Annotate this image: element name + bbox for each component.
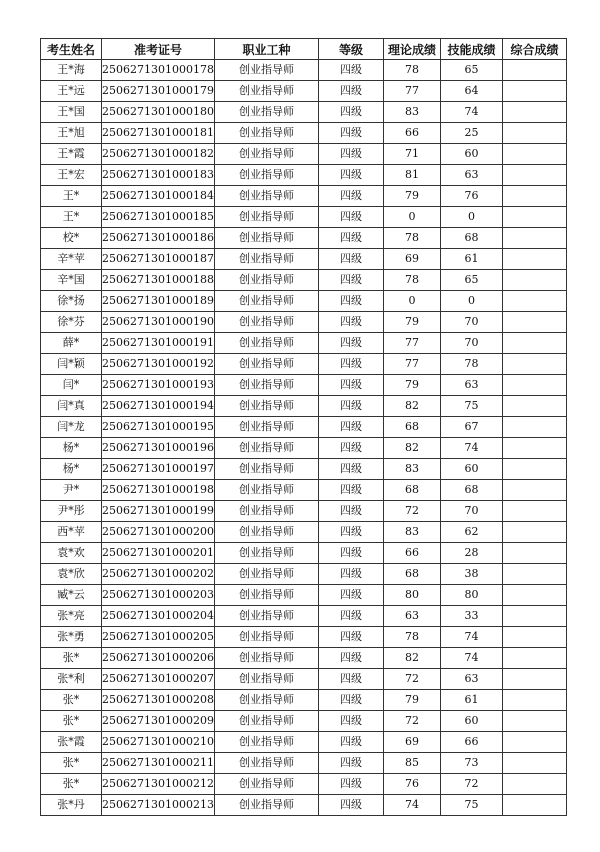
cell-name: 杨* — [41, 459, 102, 480]
cell-skill-score: 62 — [441, 522, 503, 543]
cell-occupation: 创业指导师 — [215, 564, 319, 585]
table-row — [41, 165, 567, 186]
cell-exam-id: 2506271301000187 — [102, 249, 215, 270]
cell-exam-id: 2506271301000212 — [102, 774, 215, 795]
table-row — [41, 333, 567, 354]
cell-theory-score: 77 — [384, 354, 441, 375]
cell-level: 四级 — [319, 732, 384, 753]
cell-exam-id: 2506271301000200 — [102, 522, 215, 543]
cell-theory-score: 66 — [384, 123, 441, 144]
cell-exam-id: 2506271301000203 — [102, 585, 215, 606]
cell-exam-id: 2506271301000209 — [102, 711, 215, 732]
cell-skill-score: 61 — [441, 249, 503, 270]
cell-exam-id: 2506271301000195 — [102, 417, 215, 438]
table-row — [41, 270, 567, 291]
cell-name: 王* — [41, 207, 102, 228]
cell-skill-score: 76 — [441, 186, 503, 207]
cell-level: 四级 — [319, 354, 384, 375]
cell-theory-score: 0 — [384, 291, 441, 312]
cell-skill-score: 68 — [441, 228, 503, 249]
cell-occupation: 创业指导师 — [215, 711, 319, 732]
cell-total-score — [503, 228, 567, 249]
cell-total-score — [503, 669, 567, 690]
cell-exam-id: 2506271301000189 — [102, 291, 215, 312]
cell-occupation: 创业指导师 — [215, 123, 319, 144]
cell-occupation: 创业指导师 — [215, 690, 319, 711]
cell-skill-score: 25 — [441, 123, 503, 144]
cell-total-score — [503, 333, 567, 354]
cell-exam-id: 2506271301000197 — [102, 459, 215, 480]
cell-theory-score: 77 — [384, 333, 441, 354]
cell-occupation: 创业指导师 — [215, 396, 319, 417]
table-row — [41, 795, 567, 816]
cell-name: 张*亮 — [41, 606, 102, 627]
cell-occupation: 创业指导师 — [215, 165, 319, 186]
cell-name: 徐*扬 — [41, 291, 102, 312]
cell-total-score — [503, 81, 567, 102]
cell-occupation: 创业指导师 — [215, 543, 319, 564]
cell-occupation: 创业指导师 — [215, 102, 319, 123]
cell-total-score — [503, 102, 567, 123]
cell-theory-score: 69 — [384, 249, 441, 270]
cell-total-score — [503, 291, 567, 312]
cell-total-score — [503, 354, 567, 375]
table-row — [41, 417, 567, 438]
score-table — [40, 38, 567, 816]
table-row — [41, 312, 567, 333]
table-row — [41, 60, 567, 81]
cell-exam-id: 2506271301000180 — [102, 102, 215, 123]
cell-total-score — [503, 123, 567, 144]
table-row — [41, 459, 567, 480]
cell-exam-id: 2506271301000181 — [102, 123, 215, 144]
cell-exam-id: 2506271301000183 — [102, 165, 215, 186]
cell-name: 王*远 — [41, 81, 102, 102]
table-row — [41, 102, 567, 123]
cell-skill-score: 65 — [441, 60, 503, 81]
cell-total-score — [503, 606, 567, 627]
cell-level: 四级 — [319, 627, 384, 648]
cell-occupation: 创业指导师 — [215, 291, 319, 312]
cell-level: 四级 — [319, 480, 384, 501]
table-row — [41, 585, 567, 606]
cell-exam-id: 2506271301000196 — [102, 438, 215, 459]
cell-theory-score: 72 — [384, 501, 441, 522]
cell-name: 辛*国 — [41, 270, 102, 291]
cell-name: 张* — [41, 690, 102, 711]
cell-theory-score: 85 — [384, 753, 441, 774]
cell-exam-id: 2506271301000204 — [102, 606, 215, 627]
cell-skill-score: 60 — [441, 144, 503, 165]
cell-name: 袁*欣 — [41, 564, 102, 585]
cell-exam-id: 2506271301000194 — [102, 396, 215, 417]
cell-name: 校* — [41, 228, 102, 249]
cell-theory-score: 82 — [384, 438, 441, 459]
cell-theory-score: 83 — [384, 522, 441, 543]
cell-exam-id: 2506271301000179 — [102, 81, 215, 102]
cell-level: 四级 — [319, 60, 384, 81]
table-row — [41, 123, 567, 144]
cell-skill-score: 33 — [441, 606, 503, 627]
cell-exam-id: 2506271301000210 — [102, 732, 215, 753]
cell-exam-id: 2506271301000201 — [102, 543, 215, 564]
cell-theory-score: 69 — [384, 732, 441, 753]
table-row — [41, 753, 567, 774]
cell-level: 四级 — [319, 144, 384, 165]
cell-total-score — [503, 60, 567, 81]
header-theory-score: 理论成绩 — [384, 39, 441, 60]
cell-name: 臧*云 — [41, 585, 102, 606]
cell-occupation: 创业指导师 — [215, 270, 319, 291]
cell-theory-score: 66 — [384, 543, 441, 564]
cell-occupation: 创业指导师 — [215, 207, 319, 228]
cell-level: 四级 — [319, 333, 384, 354]
cell-level: 四级 — [319, 249, 384, 270]
cell-level: 四级 — [319, 711, 384, 732]
cell-name: 辛*苹 — [41, 249, 102, 270]
cell-skill-score: 65 — [441, 270, 503, 291]
cell-occupation: 创业指导师 — [215, 606, 319, 627]
cell-skill-score: 72 — [441, 774, 503, 795]
cell-name: 王*海 — [41, 60, 102, 81]
cell-occupation: 创业指导师 — [215, 60, 319, 81]
cell-name: 张*勇 — [41, 627, 102, 648]
cell-level: 四级 — [319, 459, 384, 480]
cell-theory-score: 81 — [384, 165, 441, 186]
cell-occupation: 创业指导师 — [215, 312, 319, 333]
cell-skill-score: 75 — [441, 795, 503, 816]
cell-exam-id: 2506271301000211 — [102, 753, 215, 774]
cell-skill-score: 63 — [441, 669, 503, 690]
cell-total-score — [503, 165, 567, 186]
cell-skill-score: 38 — [441, 564, 503, 585]
cell-exam-id: 2506271301000198 — [102, 480, 215, 501]
cell-skill-score: 75 — [441, 396, 503, 417]
cell-total-score — [503, 564, 567, 585]
cell-occupation: 创业指导师 — [215, 333, 319, 354]
cell-total-score — [503, 207, 567, 228]
cell-occupation: 创业指导师 — [215, 774, 319, 795]
table-row — [41, 144, 567, 165]
cell-total-score — [503, 753, 567, 774]
cell-occupation: 创业指导师 — [215, 459, 319, 480]
cell-level: 四级 — [319, 795, 384, 816]
cell-occupation: 创业指导师 — [215, 585, 319, 606]
cell-total-score — [503, 501, 567, 522]
cell-exam-id: 2506271301000193 — [102, 375, 215, 396]
cell-theory-score: 78 — [384, 627, 441, 648]
cell-level: 四级 — [319, 585, 384, 606]
cell-level: 四级 — [319, 396, 384, 417]
table-row — [41, 564, 567, 585]
cell-total-score — [503, 627, 567, 648]
cell-occupation: 创业指导师 — [215, 228, 319, 249]
cell-name: 王*霞 — [41, 144, 102, 165]
cell-total-score — [503, 144, 567, 165]
cell-exam-id: 2506271301000191 — [102, 333, 215, 354]
cell-occupation: 创业指导师 — [215, 753, 319, 774]
table-row — [41, 480, 567, 501]
cell-level: 四级 — [319, 564, 384, 585]
cell-theory-score: 76 — [384, 774, 441, 795]
cell-level: 四级 — [319, 312, 384, 333]
table-row — [41, 543, 567, 564]
cell-level: 四级 — [319, 690, 384, 711]
cell-name: 杨* — [41, 438, 102, 459]
table-row — [41, 690, 567, 711]
cell-name: 王*旭 — [41, 123, 102, 144]
cell-exam-id: 2506271301000199 — [102, 501, 215, 522]
table-row — [41, 186, 567, 207]
cell-name: 张* — [41, 753, 102, 774]
cell-total-score — [503, 585, 567, 606]
cell-occupation: 创业指导师 — [215, 417, 319, 438]
cell-name: 张* — [41, 711, 102, 732]
cell-skill-score: 0 — [441, 291, 503, 312]
cell-skill-score: 74 — [441, 648, 503, 669]
cell-name: 王*宏 — [41, 165, 102, 186]
cell-level: 四级 — [319, 543, 384, 564]
cell-level: 四级 — [319, 270, 384, 291]
cell-exam-id: 2506271301000184 — [102, 186, 215, 207]
cell-level: 四级 — [319, 753, 384, 774]
cell-total-score — [503, 648, 567, 669]
table-row — [41, 354, 567, 375]
header-exam-id: 准考证号 — [102, 39, 215, 60]
cell-total-score — [503, 543, 567, 564]
cell-theory-score: 77 — [384, 81, 441, 102]
table-row — [41, 375, 567, 396]
cell-name: 闫*颖 — [41, 354, 102, 375]
cell-occupation: 创业指导师 — [215, 732, 319, 753]
cell-theory-score: 0 — [384, 207, 441, 228]
cell-name: 闫*龙 — [41, 417, 102, 438]
cell-name: 尹* — [41, 480, 102, 501]
table-row — [41, 774, 567, 795]
cell-occupation: 创业指导师 — [215, 648, 319, 669]
cell-name: 闫*真 — [41, 396, 102, 417]
header-occupation: 职业工种 — [215, 39, 319, 60]
cell-total-score — [503, 774, 567, 795]
cell-skill-score: 64 — [441, 81, 503, 102]
cell-skill-score: 28 — [441, 543, 503, 564]
table-row — [41, 249, 567, 270]
cell-occupation: 创业指导师 — [215, 81, 319, 102]
cell-level: 四级 — [319, 417, 384, 438]
cell-theory-score: 78 — [384, 270, 441, 291]
table-row — [41, 291, 567, 312]
header-skill-score: 技能成绩 — [441, 39, 503, 60]
header-level: 等级 — [319, 39, 384, 60]
cell-total-score — [503, 459, 567, 480]
cell-theory-score: 71 — [384, 144, 441, 165]
cell-level: 四级 — [319, 291, 384, 312]
cell-name: 张* — [41, 648, 102, 669]
cell-total-score — [503, 690, 567, 711]
cell-exam-id: 2506271301000213 — [102, 795, 215, 816]
cell-name: 张* — [41, 774, 102, 795]
cell-theory-score: 68 — [384, 480, 441, 501]
cell-total-score — [503, 795, 567, 816]
cell-theory-score: 74 — [384, 795, 441, 816]
cell-total-score — [503, 186, 567, 207]
cell-level: 四级 — [319, 123, 384, 144]
cell-skill-score: 74 — [441, 627, 503, 648]
cell-theory-score: 79 — [384, 690, 441, 711]
cell-theory-score: 68 — [384, 564, 441, 585]
cell-name: 薛* — [41, 333, 102, 354]
table-row — [41, 648, 567, 669]
cell-occupation: 创业指导师 — [215, 480, 319, 501]
cell-theory-score: 83 — [384, 102, 441, 123]
cell-occupation: 创业指导师 — [215, 354, 319, 375]
table-row — [41, 522, 567, 543]
cell-level: 四级 — [319, 522, 384, 543]
cell-name: 张*丹 — [41, 795, 102, 816]
table-row — [41, 732, 567, 753]
cell-theory-score: 63 — [384, 606, 441, 627]
table-row — [41, 627, 567, 648]
cell-name: 西*苹 — [41, 522, 102, 543]
cell-theory-score: 82 — [384, 648, 441, 669]
cell-occupation: 创业指导师 — [215, 249, 319, 270]
cell-theory-score: 78 — [384, 60, 441, 81]
cell-exam-id: 2506271301000207 — [102, 669, 215, 690]
header-name: 考生姓名 — [41, 39, 102, 60]
cell-skill-score: 68 — [441, 480, 503, 501]
cell-skill-score: 60 — [441, 459, 503, 480]
cell-skill-score: 60 — [441, 711, 503, 732]
cell-skill-score: 80 — [441, 585, 503, 606]
table-row — [41, 501, 567, 522]
table-header — [41, 39, 567, 60]
cell-total-score — [503, 732, 567, 753]
cell-occupation: 创业指导师 — [215, 627, 319, 648]
cell-total-score — [503, 312, 567, 333]
cell-level: 四级 — [319, 501, 384, 522]
cell-occupation: 创业指导师 — [215, 438, 319, 459]
cell-level: 四级 — [319, 606, 384, 627]
cell-skill-score: 63 — [441, 165, 503, 186]
cell-total-score — [503, 480, 567, 501]
table-row — [41, 711, 567, 732]
cell-exam-id: 2506271301000188 — [102, 270, 215, 291]
cell-skill-score: 61 — [441, 690, 503, 711]
cell-skill-score: 63 — [441, 375, 503, 396]
cell-level: 四级 — [319, 207, 384, 228]
cell-total-score — [503, 270, 567, 291]
cell-occupation: 创业指导师 — [215, 522, 319, 543]
cell-skill-score: 70 — [441, 501, 503, 522]
cell-theory-score: 79 — [384, 186, 441, 207]
cell-occupation: 创业指导师 — [215, 186, 319, 207]
cell-level: 四级 — [319, 648, 384, 669]
cell-exam-id: 2506271301000182 — [102, 144, 215, 165]
cell-total-score — [503, 375, 567, 396]
cell-skill-score: 67 — [441, 417, 503, 438]
cell-total-score — [503, 396, 567, 417]
cell-level: 四级 — [319, 669, 384, 690]
table-row — [41, 669, 567, 690]
cell-theory-score: 80 — [384, 585, 441, 606]
cell-level: 四级 — [319, 102, 384, 123]
cell-skill-score: 70 — [441, 312, 503, 333]
table-row — [41, 228, 567, 249]
cell-exam-id: 2506271301000208 — [102, 690, 215, 711]
cell-skill-score: 70 — [441, 333, 503, 354]
cell-total-score — [503, 438, 567, 459]
cell-exam-id: 2506271301000185 — [102, 207, 215, 228]
cell-exam-id: 2506271301000202 — [102, 564, 215, 585]
cell-theory-score: 83 — [384, 459, 441, 480]
cell-theory-score: 72 — [384, 669, 441, 690]
cell-level: 四级 — [319, 186, 384, 207]
cell-total-score — [503, 249, 567, 270]
cell-exam-id: 2506271301000186 — [102, 228, 215, 249]
table-row — [41, 81, 567, 102]
cell-theory-score: 72 — [384, 711, 441, 732]
cell-level: 四级 — [319, 228, 384, 249]
table-row — [41, 438, 567, 459]
cell-name: 王* — [41, 186, 102, 207]
cell-level: 四级 — [319, 81, 384, 102]
cell-skill-score: 74 — [441, 438, 503, 459]
cell-occupation: 创业指导师 — [215, 795, 319, 816]
cell-occupation: 创业指导师 — [215, 144, 319, 165]
table-row — [41, 606, 567, 627]
cell-theory-score: 68 — [384, 417, 441, 438]
cell-occupation: 创业指导师 — [215, 375, 319, 396]
cell-name: 张*霞 — [41, 732, 102, 753]
cell-skill-score: 73 — [441, 753, 503, 774]
cell-exam-id: 2506271301000205 — [102, 627, 215, 648]
cell-occupation: 创业指导师 — [215, 669, 319, 690]
cell-level: 四级 — [319, 774, 384, 795]
cell-name: 王*国 — [41, 102, 102, 123]
cell-skill-score: 0 — [441, 207, 503, 228]
cell-exam-id: 2506271301000190 — [102, 312, 215, 333]
cell-skill-score: 66 — [441, 732, 503, 753]
cell-name: 张*利 — [41, 669, 102, 690]
cell-level: 四级 — [319, 375, 384, 396]
table-row — [41, 396, 567, 417]
cell-total-score — [503, 522, 567, 543]
cell-theory-score: 78 — [384, 228, 441, 249]
cell-name: 徐*芬 — [41, 312, 102, 333]
header-row — [41, 39, 567, 60]
cell-total-score — [503, 417, 567, 438]
cell-skill-score: 78 — [441, 354, 503, 375]
cell-name: 闫* — [41, 375, 102, 396]
cell-skill-score: 74 — [441, 102, 503, 123]
cell-theory-score: 79 — [384, 375, 441, 396]
cell-level: 四级 — [319, 438, 384, 459]
cell-exam-id: 2506271301000178 — [102, 60, 215, 81]
cell-name: 袁*欢 — [41, 543, 102, 564]
cell-theory-score: 82 — [384, 396, 441, 417]
cell-theory-score: 79 — [384, 312, 441, 333]
cell-exam-id: 2506271301000192 — [102, 354, 215, 375]
cell-level: 四级 — [319, 165, 384, 186]
cell-name: 尹*彤 — [41, 501, 102, 522]
header-total-score: 综合成绩 — [503, 39, 567, 60]
cell-occupation: 创业指导师 — [215, 501, 319, 522]
cell-total-score — [503, 711, 567, 732]
table-row — [41, 207, 567, 228]
table-body — [41, 60, 567, 816]
cell-exam-id: 2506271301000206 — [102, 648, 215, 669]
